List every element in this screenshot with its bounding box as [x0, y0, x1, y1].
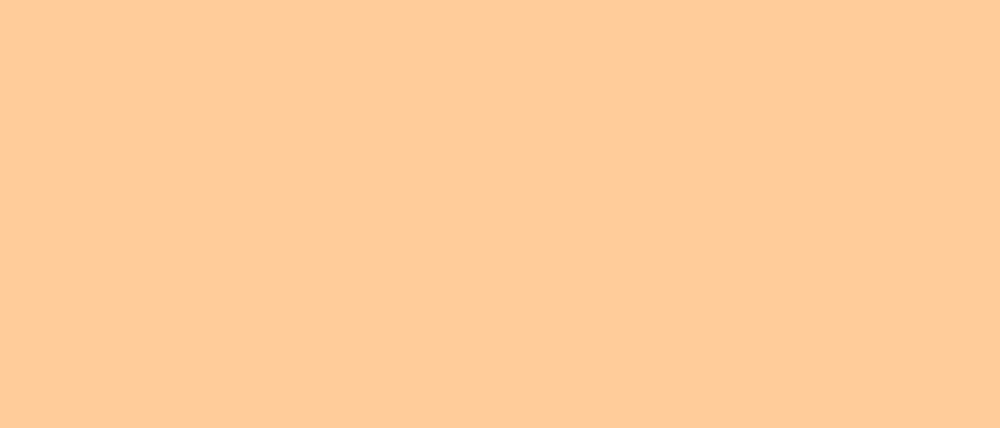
column-header-row: [0, 0, 1000, 37]
